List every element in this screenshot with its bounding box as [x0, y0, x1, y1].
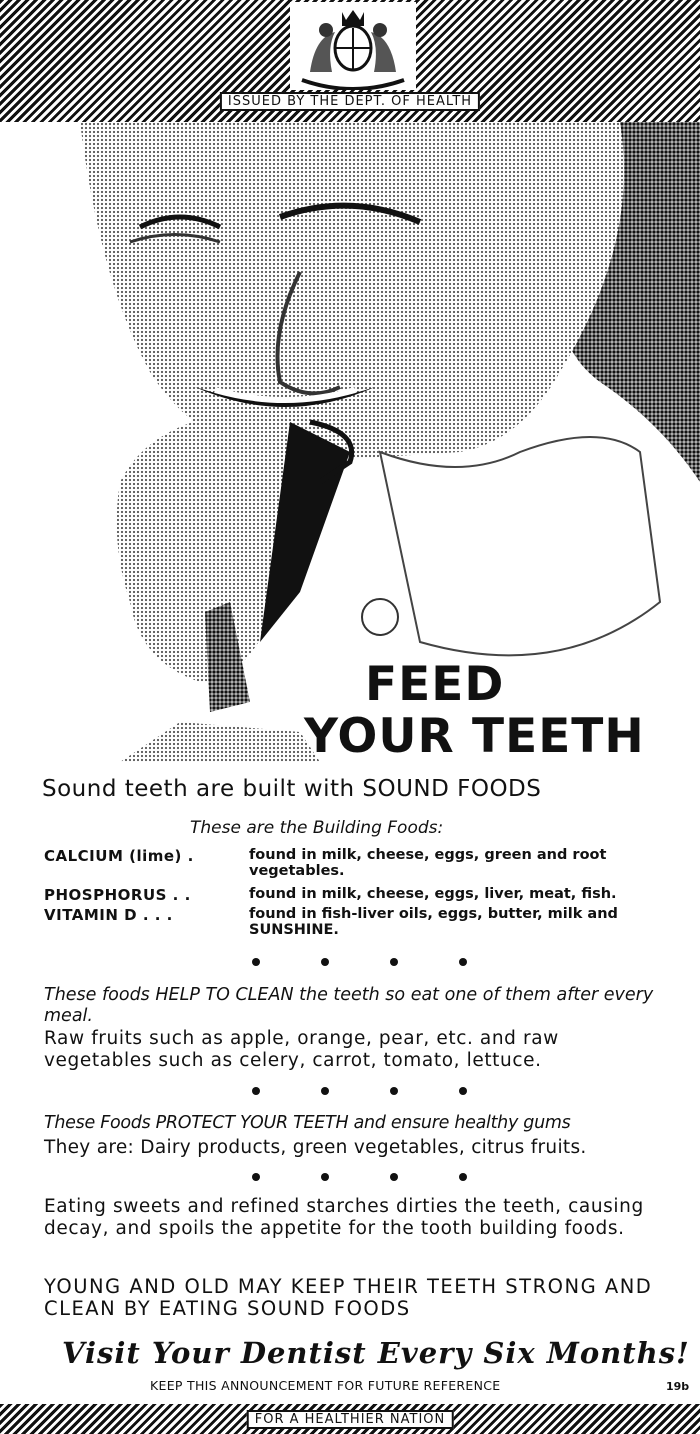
building-foods-intro: These are the Building Foods:: [190, 818, 444, 838]
royal-coat-of-arms-icon: [290, 2, 416, 90]
headline-feed: FEED: [365, 657, 505, 712]
dentist-call: Visit Your Dentist Every Six Months!: [62, 1336, 690, 1370]
header-band: [0, 0, 700, 122]
issuer-label: ISSUED BY THE DEPT. OF HEALTH: [220, 92, 480, 111]
slogan: YOUNG AND OLD MAY KEEP THEIR TEETH STRONG AND CLEAN BY EATING SOUND FOODS: [44, 1275, 653, 1320]
section-divider: [0, 958, 700, 972]
tagline-label: FOR A HEALTHIER NATION: [247, 1410, 454, 1429]
protective-foods-intro: These Foods PROTECT YOUR TEETH and ensure healthy gums: [44, 1113, 571, 1133]
subtitle: Sound teeth are built with SOUND FOODS: [42, 776, 542, 802]
nutrient-name: VITAMIN D . . .: [44, 906, 173, 924]
keep-note: KEEP THIS ANNOUNCEMENT FOR FUTURE REFERENCE: [150, 1378, 501, 1393]
nutrient-sources: found in fish-liver oils, eggs, butter, milk and SUNSHINE.: [249, 906, 618, 938]
reference-code: 19b: [666, 1380, 690, 1393]
section-divider: [0, 1087, 700, 1101]
cleaning-foods-body: Raw fruits such as apple, orange, pear, etc. and raw vegetables such as celery, carrot, tomato, lettuce.: [44, 1028, 559, 1071]
nutrient-name: PHOSPHORUS . .: [44, 886, 191, 904]
nutrient-sources: found in milk, cheese, eggs, liver, meat, fish.: [249, 886, 617, 902]
sweets-warning: Eating sweets and refined starches dirties the teeth, causing decay, and spoils the appetite for the tooth building foods.: [44, 1196, 644, 1239]
child-brushing-teeth-photo: [0, 122, 700, 762]
footer-band: [0, 1404, 700, 1434]
protective-foods-body: They are: Dairy products, green vegetables, citrus fruits.: [44, 1137, 587, 1158]
nutrient-name: CALCIUM (lime) .: [44, 847, 194, 865]
nutrient-sources: found in milk, cheese, eggs, green and root vegetables.: [249, 847, 607, 879]
cleaning-foods-intro: These foods HELP TO CLEAN the teeth so eat one of them after every meal.: [44, 985, 654, 1026]
headline-your-teeth: YOUR TEETH: [304, 709, 645, 764]
section-divider: [0, 1173, 700, 1187]
